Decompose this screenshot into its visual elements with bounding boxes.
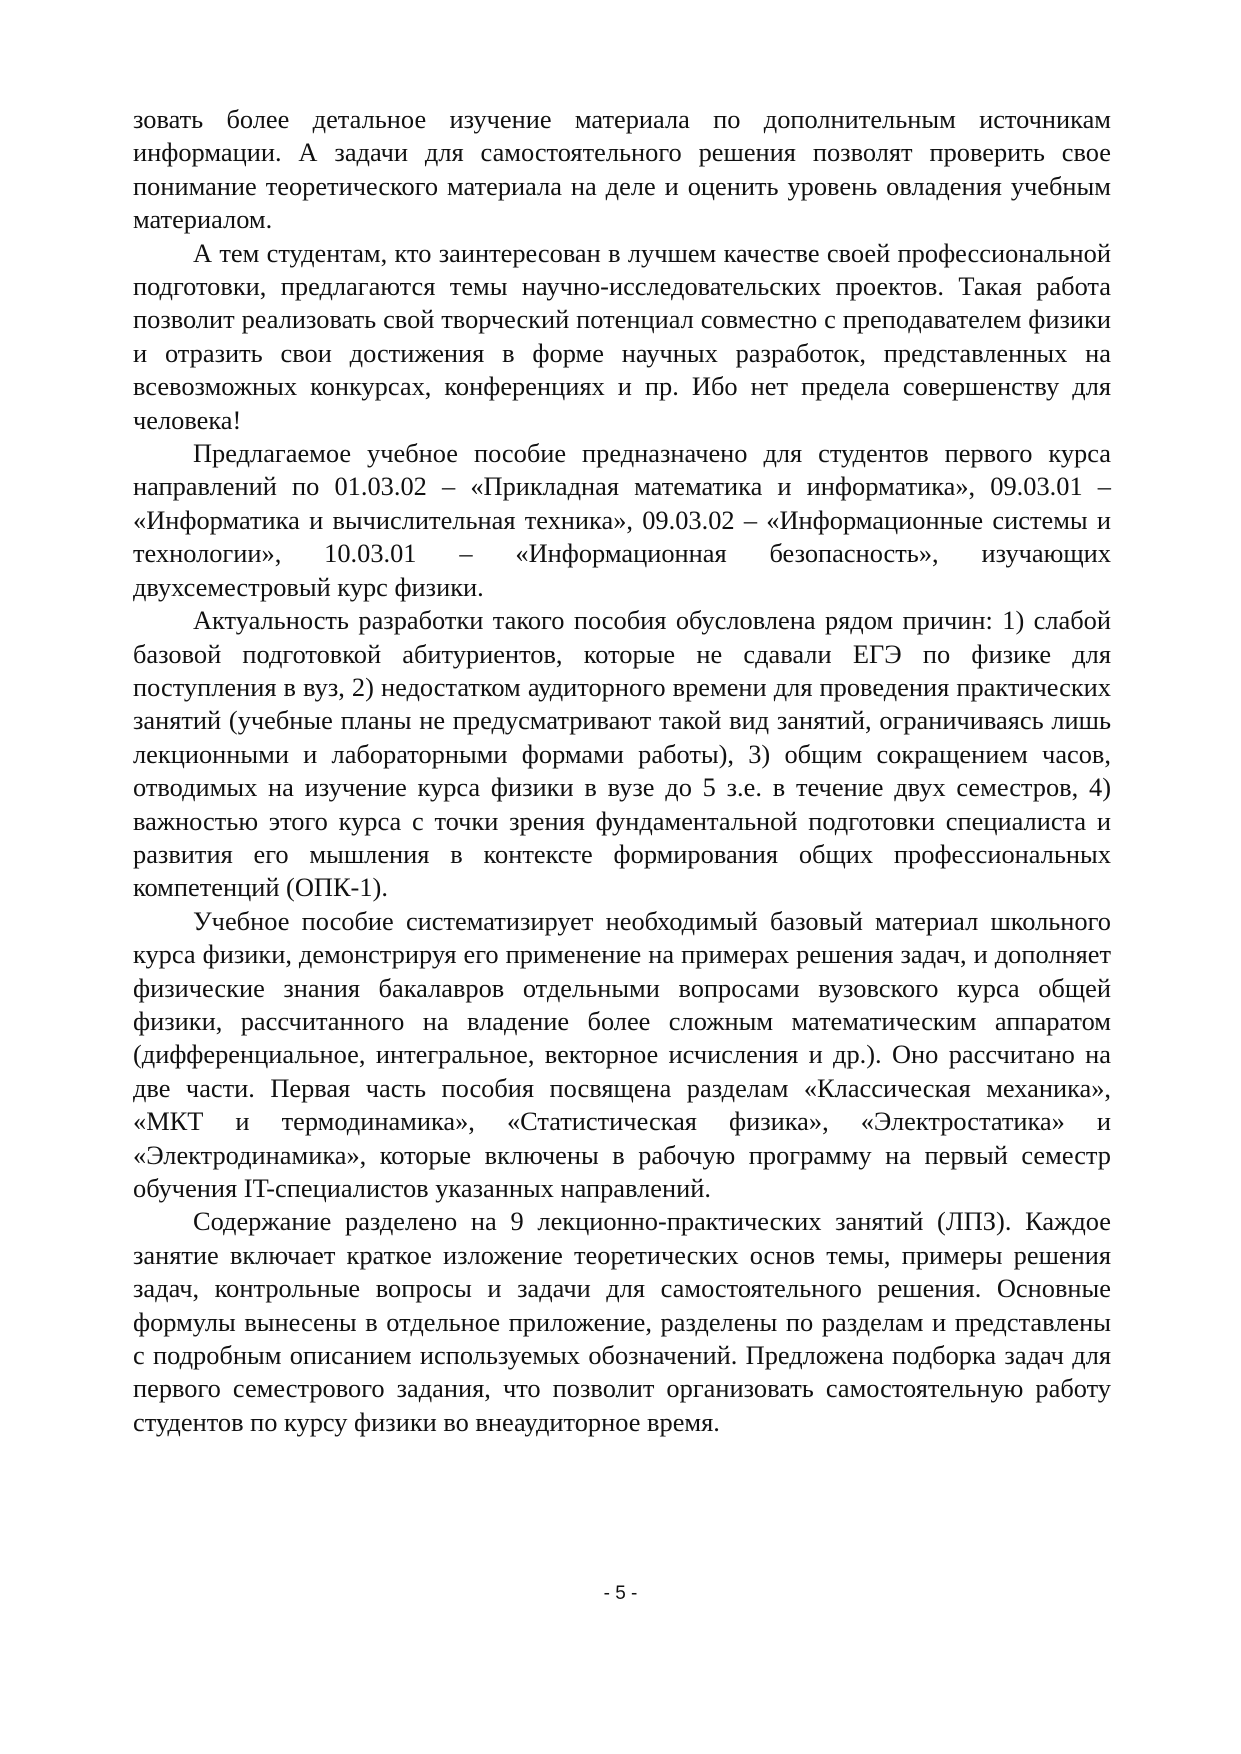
paragraph-research-projects: А тем студентам, кто заинтересован в лучшем качестве своей профессиональной подготовки, предлагаются темы научно-исследовательских проектов. Такая работа позволит реализовать свой творческий потенциал совместно с преподавателем физики и отразить свои достижения в форме научных разработок, представленных на всевозможных конкурсах, конференциях и пр. Ибо нет предела совершенству для человека! <box>133 237 1111 435</box>
paragraph-structure: Содержание разделено на 9 лекционно-практических занятий (ЛПЗ). Каждое занятие включает краткое изложение теоретических основ темы, примеры решения задач, контрольные вопросы и задачи для самостоятельного решения. Основные формулы вынесены в отдельное приложение, разделены по разделам и представлены с подробным описанием используемых обозначений. Предложена подборка задач для первого семестрового задания, что позволит организовать самостоятельную работу студентов по курсу физики во внеаудиторное время. <box>133 1206 1111 1437</box>
document-body <box>133 103 1111 1439</box>
paragraph-target-audience: Предлагаемое учебное пособие предназначено для студентов первого курса направлений по 01.03.02 – «Прикладная математика и информатика», 09.03.01 – «Информатика и вычислительная техника», 09.03.02 – «Информационные системы и технологии», 10.03.01 – «Информационная безопасность», изучающих двухсеместровый курс физики. <box>133 438 1111 602</box>
paragraph-relevance: Актуальность разработки такого пособия обусловлена рядом причин: 1) слабой базовой подготовкой абитуриентов, которые не сдавали ЕГЭ по физике для поступления в вуз, 2) недостатком аудиторного времени для проведения практических занятий (учебные планы не предусматривают такой вид занятий, ограничиваясь лишь лекционными и лабораторными формами работы), 3) общим сокращением часов, отводимых на изучение курса физики в вузе до 5 з.е. в течение двух семестров, 4) важностью этого курса с точки зрения фундаментальной подготовки специалиста и развития его мышления в контексте формирования общих профессиональных компетенций (ОПК-1). <box>133 605 1111 903</box>
page-number: - 5 - <box>603 1583 638 1604</box>
paragraph-content-overview: Учебное пособие систематизирует необходимый базовый материал школьного курса физики, демонстрируя его применение на примерах решения задач, и дополняет физические знания бакалавров отдельными вопросами вузовского курса общей физики, рассчитанного на владение более сложным математическим аппаратом (дифференциальное, интегральное, векторное исчисления и др.). Оно рассчитано на две части. Первая часть пособия посвящена разделам «Классическая механика», «МКТ и термодинамика», «Статистическая физика», «Электростатика» и «Электродинамика», которые включены в рабочую программу на первый семестр обучения IT-специалистов указанных направлений. <box>133 905 1111 1203</box>
paragraph-continuation: зовать более детальное изучение материала по дополнительным источникам информации. А задачи для самостоятельного решения позволят проверить свое понимание теоретического материала на деле и оценить уровень овладения учебным материалом. <box>133 104 1111 235</box>
